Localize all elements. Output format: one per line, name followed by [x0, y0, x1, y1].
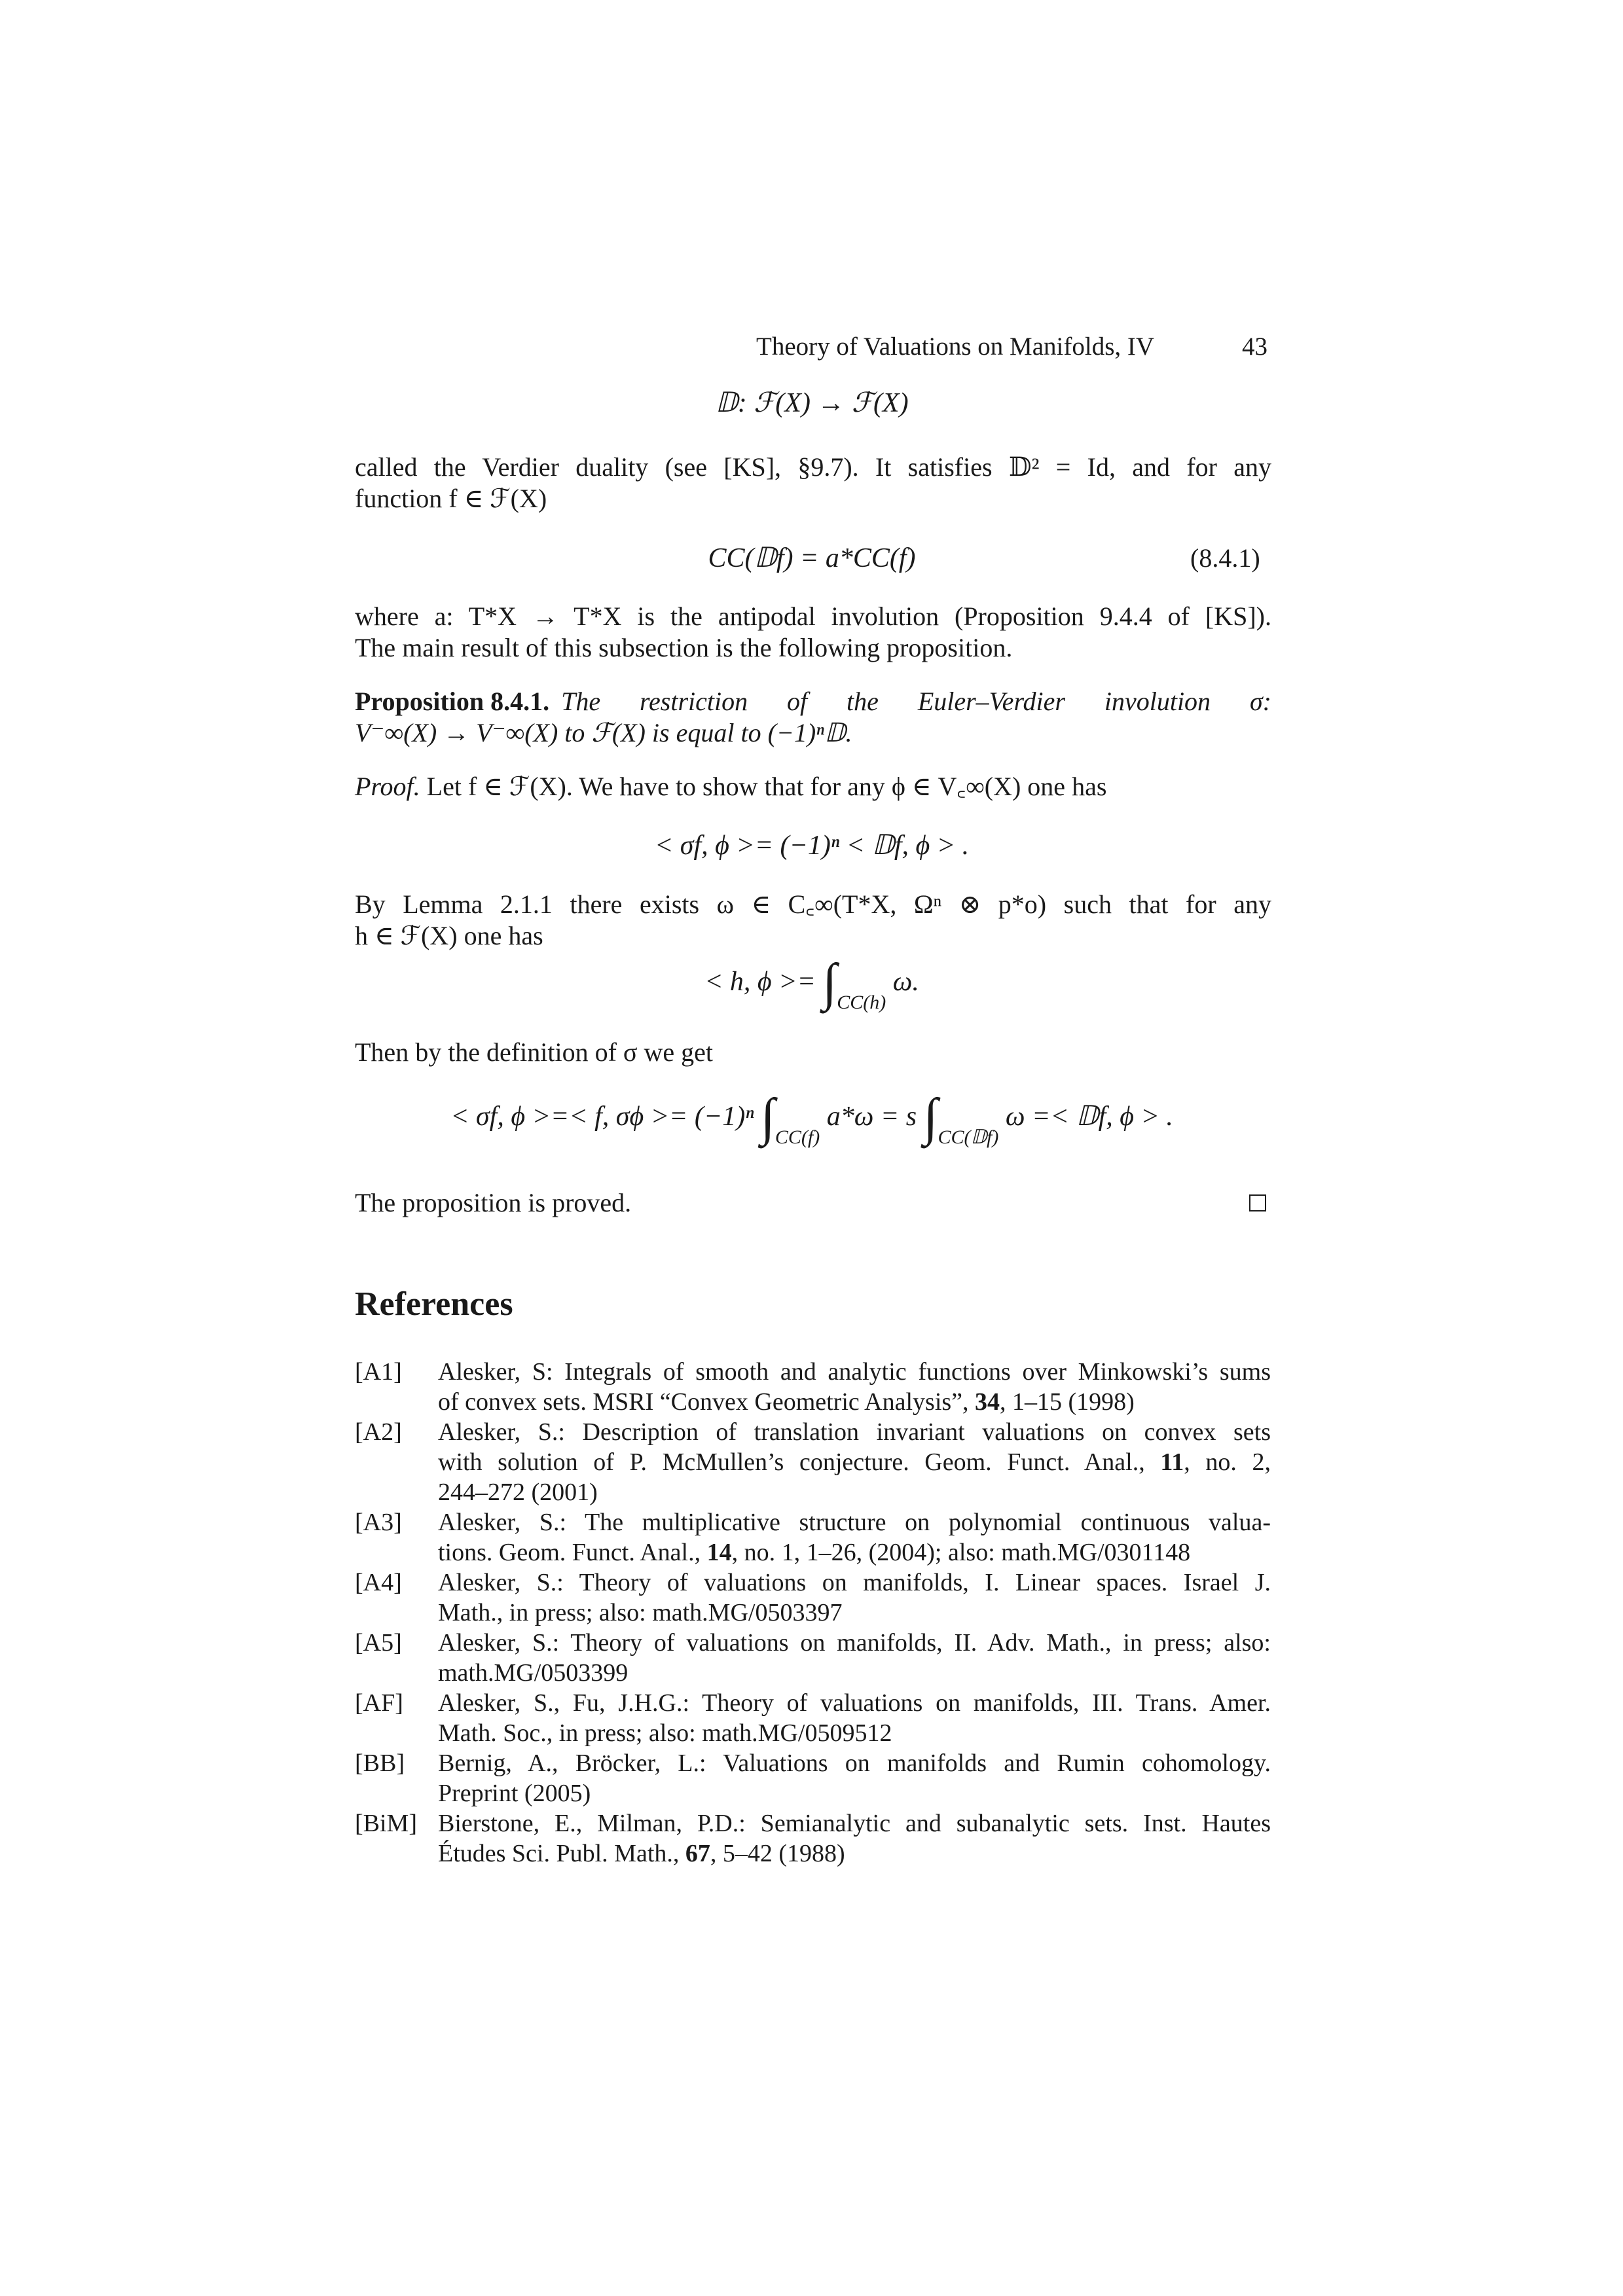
ref-entry — [438, 1808, 1271, 1869]
proved-line: The proposition is proved. — [355, 1188, 632, 1217]
ref-line: Alesker, S.: Theory of valuations on manifolds, I. Linear spaces. Israel J. — [438, 1569, 1271, 1596]
proposition-text-1: The restriction of the Euler–Verdier involution σ: — [561, 687, 1271, 716]
ref-key: [A2] — [355, 1418, 402, 1446]
ref-text-span: tions. Geom. Funct. Anal., — [438, 1539, 701, 1566]
ref-line: Bernig, A., Bröcker, L.: Valuations on manifolds and Rumin cohomology. — [438, 1749, 1271, 1777]
proof-line-1 — [355, 771, 1106, 802]
proposition-line-1 — [355, 686, 1271, 717]
lemma-line-1: By Lemma 2.1.1 there exists ω ∈ C꜀∞(T*X, Ωⁿ ⊗ p*o) such that for any — [355, 889, 1271, 919]
ref-line: Alesker, S., Fu, J.H.G.: Theory of valuations on manifolds, III. Trans. Amer. — [438, 1689, 1271, 1717]
eq-final-part-b: a*ω = s — [826, 1102, 917, 1132]
ref-key: [A3] — [355, 1509, 402, 1536]
paragraph-1-line-1: called the Verdier duality (see [KS], §9.7). It satisfies 𝔻² = Id, and for any — [355, 452, 1271, 482]
equation-goal: < σf, ϕ >= (−1)ⁿ < 𝔻f, ϕ > . — [654, 831, 970, 861]
ref-entry — [438, 1688, 1271, 1748]
eq-final-part-c: ω =< 𝔻f, ϕ > . — [1005, 1102, 1173, 1132]
integral-sign-icon: ∫ — [822, 954, 837, 1011]
ref-entry — [438, 1568, 1271, 1628]
ref-key: [BiM] — [355, 1810, 417, 1837]
ref-text-span: , no. 1, 1–26, (2004); also: math.MG/0301148 — [731, 1539, 1191, 1566]
ref-line: Preprint (2005) — [438, 1780, 591, 1807]
ref-line: Alesker, S.: The multiplicative structure on polynomial continuous valua- — [438, 1509, 1271, 1536]
ref-line — [438, 1839, 1271, 1869]
ref-text-span: of convex sets. MSRI “Convex Geometric Analysis”, — [438, 1388, 969, 1416]
ref-line: Math., in press; also: math.MG/0503397 — [438, 1599, 843, 1626]
ref-key: [AF] — [355, 1689, 403, 1717]
ref-text-span: with solution of P. McMullen’s conjecture. Geom. Funct. Anal., — [438, 1448, 1145, 1476]
references-heading: References — [355, 1285, 513, 1323]
equation-integral-h — [354, 954, 1270, 1014]
ref-key: [A1] — [355, 1358, 402, 1386]
eq-final-subscript-2: CC(𝔻f) — [938, 1126, 999, 1148]
ref-entry — [438, 1628, 1271, 1688]
ref-key: [BB] — [355, 1749, 405, 1777]
ref-entry — [438, 1507, 1271, 1568]
qed-square-icon — [1249, 1194, 1266, 1211]
running-title: Theory of Valuations on Manifolds, IV — [756, 332, 1155, 361]
ref-volume: 34 — [975, 1388, 1000, 1416]
ref-entry — [438, 1748, 1271, 1808]
ref-line: 244–272 (2001) — [438, 1479, 598, 1506]
equation-8-4-1: CC(𝔻f) = a*CC(f) — [708, 543, 916, 573]
ref-text-span: , 5–42 (1988) — [710, 1840, 845, 1867]
ref-text-span: , no. 2, — [1184, 1448, 1271, 1476]
eq-h-subscript: CC(h) — [837, 992, 886, 1013]
paragraph-2-line-1: where a: T*X → T*X is the antipodal involution (Proposition 9.4.4 of [KS]). — [355, 601, 1271, 631]
proposition-line-2: V⁻∞(X) → V⁻∞(X) to ℱ(X) is equal to (−1)ⁿ𝔻. — [355, 718, 852, 747]
eq-final-part-a: < σf, ϕ >=< f, σϕ >= (−1)ⁿ — [450, 1102, 754, 1132]
ref-line — [438, 1387, 1271, 1417]
then-line: Then by the definition of σ we get — [355, 1037, 713, 1067]
equation-number-8-4-1: (8.4.1) — [1190, 543, 1260, 573]
ref-line: Alesker, S.: Description of translation invariant valuations on convex sets — [438, 1418, 1271, 1446]
paragraph-1-line-2: function f ∈ ℱ(X) — [355, 484, 547, 513]
eq-h-right: ω. — [892, 967, 919, 997]
paragraph-2-line-2: The main result of this subsection is the following proposition. — [355, 633, 1013, 662]
ref-line — [438, 1537, 1271, 1568]
ref-key: [A4] — [355, 1569, 402, 1596]
equation-duality: 𝔻: ℱ(X) → ℱ(X) — [715, 388, 909, 418]
ref-line — [438, 1447, 1271, 1477]
ref-volume: 14 — [706, 1539, 732, 1566]
ref-volume: 67 — [685, 1840, 710, 1867]
proof-text: Let f ∈ ℱ(X). We have to show that for any ϕ ∈ V꜀∞(X) one has — [426, 772, 1107, 801]
proposition-label: Proposition 8.4.1. — [355, 687, 550, 716]
integral-sign-icon: ∫ — [760, 1088, 775, 1146]
ref-key: [A5] — [355, 1629, 402, 1657]
lemma-line-2: h ∈ ℱ(X) one has — [355, 921, 543, 950]
eq-h-left: < h, ϕ >= — [704, 967, 816, 997]
ref-entry — [438, 1357, 1271, 1417]
ref-text-span: Études Sci. Publ. Math., — [438, 1840, 680, 1867]
ref-line: math.MG/0503399 — [438, 1659, 629, 1687]
ref-volume: 11 — [1160, 1448, 1184, 1476]
ref-line: Bierstone, E., Milman, P.D.: Semianalytic and subanalytic sets. Inst. Hautes — [438, 1810, 1271, 1837]
ref-text-span: , 1–15 (1998) — [1000, 1388, 1135, 1416]
ref-line: Math. Soc., in press; also: math.MG/0509512 — [438, 1719, 892, 1747]
ref-entry — [438, 1417, 1271, 1507]
eq-final-subscript-1: CC(f) — [775, 1126, 820, 1148]
proof-label: Proof. — [355, 772, 420, 801]
page-number: 43 — [1242, 332, 1267, 361]
ref-line: Alesker, S.: Theory of valuations on manifolds, II. Adv. Math., in press; also: — [438, 1629, 1271, 1657]
ref-line: Alesker, S: Integrals of smooth and analytic functions over Minkowski’s sums — [438, 1358, 1271, 1386]
equation-final — [354, 1088, 1270, 1149]
integral-sign-icon: ∫ — [923, 1088, 938, 1146]
